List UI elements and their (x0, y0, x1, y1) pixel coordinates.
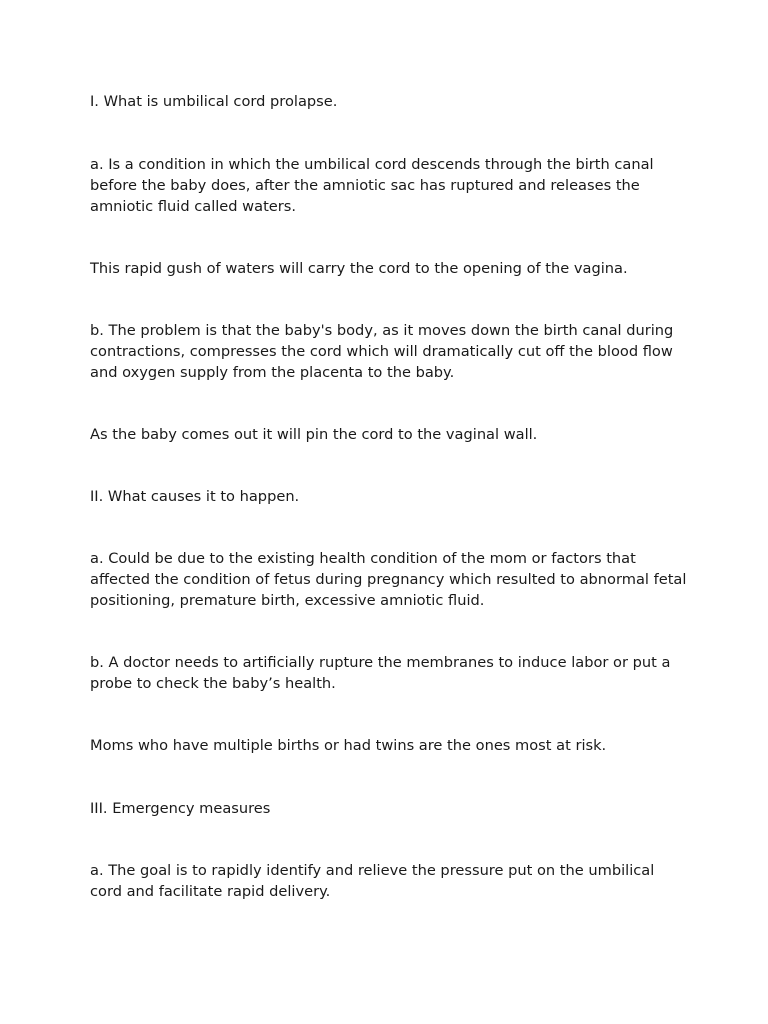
paragraph-pin: As the baby comes out it will pin the cord to the vaginal wall. (90, 426, 538, 443)
paragraph-emergency-a: a. The goal is to rapidly identify and relieve the pressure put on the umbilical cord and facilitate rapid delivery. (90, 862, 655, 900)
section-heading-2: II. What causes it to happen. (90, 488, 300, 505)
paragraph-causes-a: a. Could be due to the existing health condition of the mom or factors that affected the condition of fetus during pregnancy which resulted to abnormal fetal positioning, premature birth, excessive amniotic fluid. (90, 550, 687, 609)
paragraph-definition: a. Is a condition in which the umbilical cord descends through the birth canal before the baby does, after the amniotic sac has ruptured and releases the amniotic fluid called waters. (90, 156, 654, 215)
paragraph-gush: This rapid gush of waters will carry the cord to the opening of the vagina. (90, 260, 628, 277)
section-heading-1: I. What is umbilical cord prolapse. (90, 93, 338, 110)
paragraph-risk: Moms who have multiple births or had twins are the ones most at risk. (90, 737, 607, 754)
section-heading-3: III. Emergency measures (90, 800, 271, 817)
paragraph-problem: b. The problem is that the baby's body, as it moves down the birth canal during contractions, compresses the cord which will dramatically cut off the blood flow and oxygen supply from the placenta to the baby. (90, 322, 674, 381)
paragraph-causes-b: b. A doctor needs to artificially rupture the membranes to induce labor or put a probe to check the baby’s health. (90, 654, 671, 692)
